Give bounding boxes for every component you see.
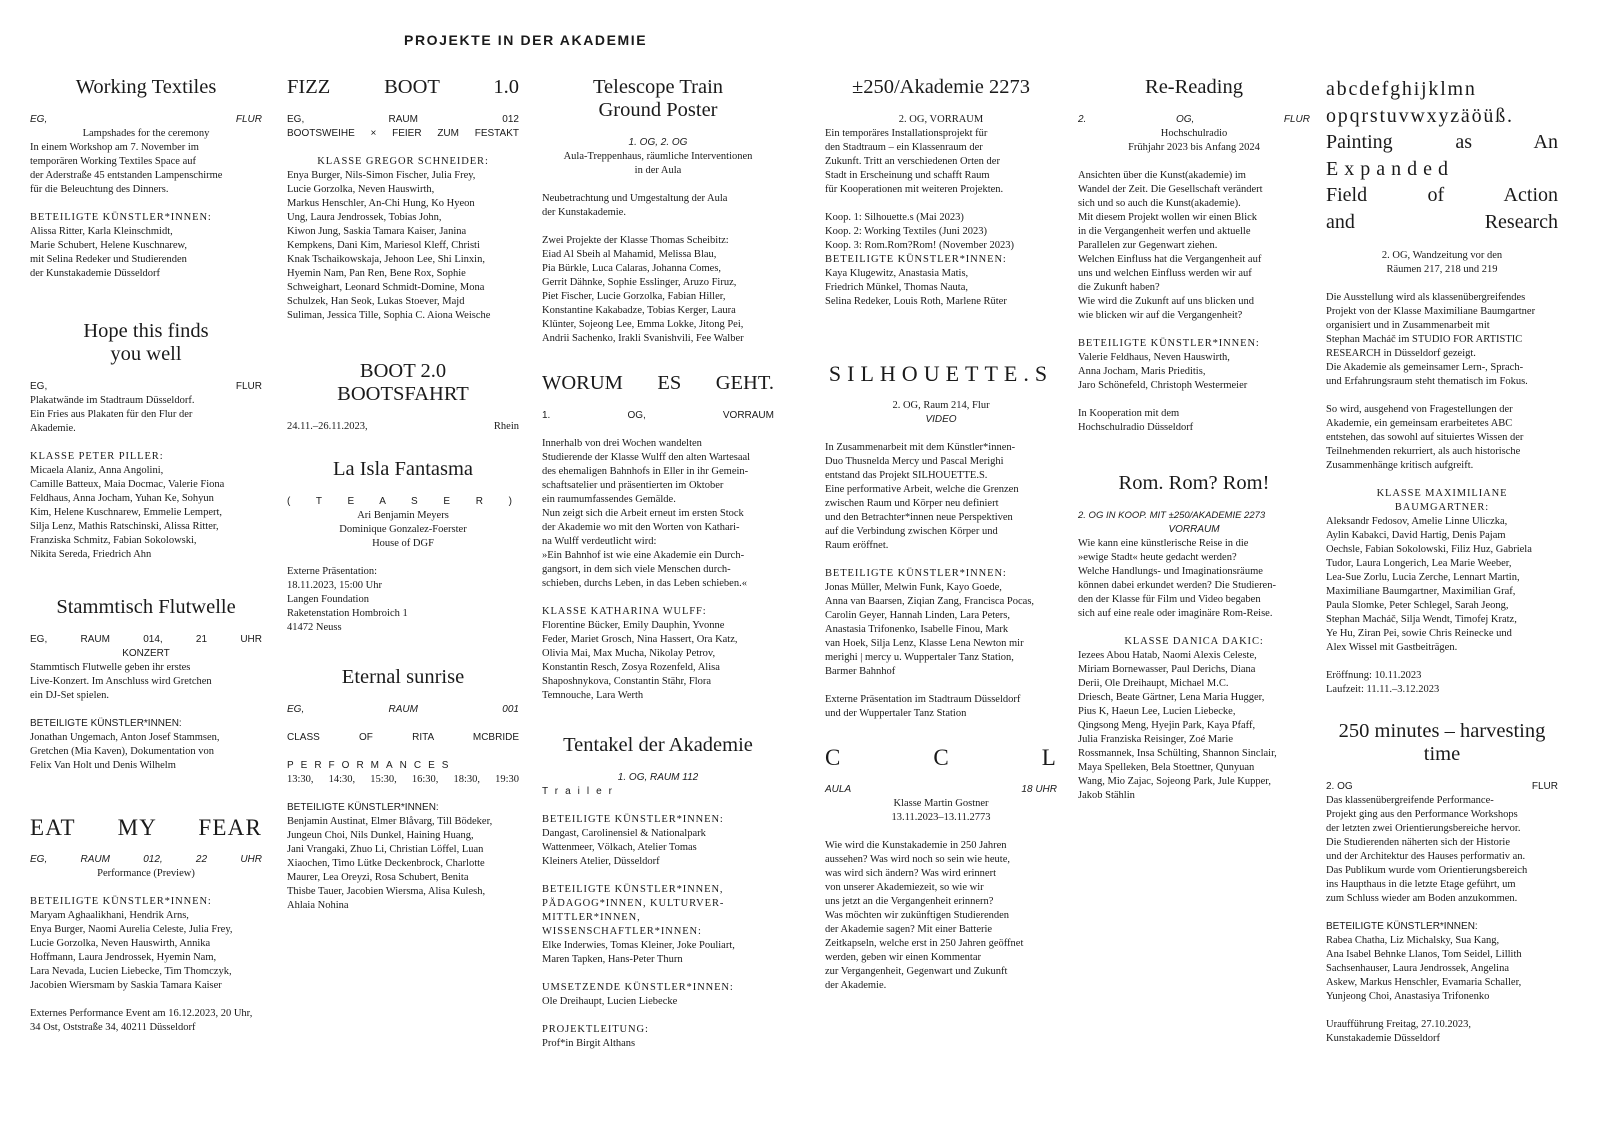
meta-room: FLUR: [1531, 781, 1558, 792]
entry-note: Externe Präsentation im Stadtraum Düsseldorf und der Wuppertaler Tanz Station: [825, 694, 1021, 719]
alphabet-line-1: abcdefghijklmn: [1326, 78, 1477, 100]
entry-subtitle: Hochschulradio Frühjahr 2023 bis Anfang 2024: [1128, 128, 1260, 153]
entry-event: BOOTSWEIHE × FEIER ZUM FESTAKT: [287, 128, 519, 139]
entry-meta: 1. OG, 2. OG: [628, 137, 688, 148]
entry-worum-es-geht: [542, 372, 774, 703]
entry-telescope-train: [542, 76, 774, 346]
entry-fizz-boot: [287, 76, 519, 323]
entry-title: EAT MY FEAR: [30, 815, 262, 840]
entry-title: C C L: [825, 745, 1057, 770]
entry-meta: ( T E A S E R ): [287, 496, 519, 507]
entry-class: CLASS OF RITA MCBRIDE: [287, 732, 519, 743]
participants-label-2: BETEILIGTE KÜNSTLER*INNEN, PÄDAGOG*INNEN, KULTURVER- MITTLER*INNEN, WISSENSCHAFTLER*INNEN:: [542, 884, 725, 937]
entry-meta: 1. OG, VORRAUM: [542, 410, 774, 421]
entry-hope-this-finds-you-well: [30, 320, 262, 562]
participants-list: Jonas Müller, Melwin Funk, Kayo Goede, Anna van Baarsen, Ziqian Zang, Francisca Pocas, Carolin Geyer, Hannah Linden, Lara Peters, Anastasia Trifonenko, Isabelle Finou, Mark van Hoek, Silja Lenz, Klasse Lena Newton mir merighi | mercy u. Wuppertaler Tanz Station, Barmer Bahnhof: [825, 582, 1035, 677]
entry-title-line-2: Expanded: [1326, 157, 1454, 180]
entry-title: Telescope Train Ground Poster: [592, 76, 724, 121]
entry-subtitle: Lampshades for the ceremony: [82, 128, 210, 139]
meta-location: AULA: [825, 784, 852, 795]
participants-list: Alissa Ritter, Karla Kleinschmidt, Marie Schubert, Helene Kuschnarew, mit Selina Redeker und Studierenden der Kunstakademie Düsseldorf: [30, 226, 188, 279]
entry-location: 2. OG, Raum 214, Flur: [892, 400, 990, 411]
entry-format: VIDEO: [925, 414, 957, 425]
entry-title: Rom. Rom? Rom!: [1118, 472, 1270, 494]
participants-list: Jonathan Ungemach, Anton Josef Stammsen, Gretchen (Mia Kaven), Dokumentation von Felix Van Holt und Denis Wilhelm: [30, 732, 220, 771]
entry-description: Externe Präsentation: 18.11.2023, 15:00 Uhr Langen Foundation Raketenstation Hombroich 1 41472 Neuss: [287, 566, 408, 633]
entry-title-line-4: and Research: [1326, 210, 1558, 233]
entry-description: Das klassenübergreifende Performance- Projekt ging aus den Performance Workshops der letzten zwei Orientierungsbereiche hervor. Die Studierenden näherten sich der Historie und der Architektur des Hauses performativ an. Das Publikum wurde vom Orientierungsbereich ins Haupthaus in die letzte Etage geführt, um zum Schluss wieder am Boden anzukommen.: [1326, 795, 1528, 904]
participants-label: BETEILIGTE KÜNSTLER*INNEN:: [542, 814, 724, 825]
entry-description: Innerhalb von drei Wochen wandelten Studierende der Klasse Wulff den alten Wartesaal des ehemaligen Bahnhofs in Eller in ihr Gemein- schaftsatelier und präsentierten im Oktober ein raumumfassendes Gemälde. Nun zeigt sich die Arbeit erneut im ersten Stock der Akademie wo mit den Worten von Kathari- na Wulff verdeutlicht wird: »Ein Bahnhof ist wie eine Akademie ein Durch- gangsort, in dem sich viele Menschen durch- schieben, durchs Leben, in das Leben schieben.«: [542, 438, 751, 589]
entry-times: 13:30, 14:30, 15:30, 16:30, 18:30, 19:30: [287, 774, 519, 785]
entry-description: Ein temporäres Installationsprojekt für den Stadtraum – ein Klassenraum der Zukunft. Tritt an verschiedenen Orten der Stadt in Erscheinung und schafft Raum für Kooperationen mit weiteren Projekten.: [825, 128, 1004, 195]
entry-note: Externes Performance Event am 16.12.2023, 20 Uhr, 34 Ost, Oststraße 34, 40211 Düsseldorf: [30, 1008, 253, 1033]
entry-title-line-3: Field of Action: [1326, 184, 1558, 206]
entry-ccl: [825, 746, 1057, 993]
participants-label: BETEILIGTE KÜNSTLER*INNEN:: [825, 254, 1007, 265]
participants-list: Benjamin Austinat, Elmer Blåvarg, Till Bödeker, Jungeun Choi, Nils Dunkel, Haining Huang, Jani Vrangaki, Zhuo Li, Christian Löffel, Luan Xiaochen, Timo Lütke Deckenbrock, Charlotte Maurer, Lea Oreyzi, Rosa Schubert, Benita Thisbe Tauer, Jacobien Wiersma, Alisa Kulesh, Ahlaia Nohina: [287, 816, 493, 911]
entry-title: BOOT 2.0 BOOTSFAHRT: [337, 360, 469, 405]
participants-label: BETEILIGTE KÜNSTLER*INNEN:: [1326, 921, 1478, 932]
entry-eat-my-fear: [30, 816, 262, 1035]
entry-room: VORRAUM: [1168, 524, 1220, 535]
entry-description: In Zusammenarbeit mit dem Künstler*innen- Duo Thusnelda Mercy und Pascal Merighi entstand das Projekt SILHOUETTE.S. Eine performative Arbeit, welche die Grenzen zwischen Raum und Körper neu definiert und den Betrachter*innen neue Perspektiven auf die Verbindung zwischen Körper und Raum eröffnet.: [825, 442, 1019, 551]
entry-title: Hope this finds you well: [83, 320, 209, 365]
entry-description: In einem Workshop am 7. November im temporären Working Textiles Space auf der Aderstraße 45 entstanden Lampenschirme für die Beleuchtung des Dinners.: [30, 142, 223, 195]
participants-list: Zwei Projekte der Klasse Thomas Scheibitz: Eiad Al Sbeih al Mahamid, Melissa Blau, Pia Bürkle, Luca Calaras, Johanna Comes, Gerrit Dähnke, Sophie Esslinger, Aruzo Firuz, Piet Fischer, Lucie Gorzolka, Fabian Hiller, Konstantine Kakabadze, Tobias Kerger, Laura Klünter, Sojeong Lee, Emma Lokke, Jitong Pei, Andrii Sachenko, Irakli Svanishvili, Fee Walber: [542, 235, 744, 344]
entry-description: Die Ausstellung wird als klassenübergreifendes Projekt von der Klasse Maximiliane Baumgartner organisiert und in Zusammenarbeit mit Stephan Macháč im STUDIO FOR ARTISTIC RESEARCH in Düsseldorf gezeigt. Die Akademie als gemeinsamer Lern-, Sprach- und Erfahrungsraum steht thematisch im Fokus.: [1326, 292, 1536, 387]
entry-note: In Kooperation mit dem Hochschulradio Düsseldorf: [1078, 408, 1194, 433]
entry-subtitle: Klasse Martin Gostner 13.11.2023–13.11.2773: [891, 798, 991, 823]
entry-title: SILHOUETTE.S: [828, 361, 1054, 386]
meta-location: EG,: [30, 381, 48, 392]
participants-list: Micaela Alaniz, Anna Angolini, Camille Batteux, Maia Docmac, Valerie Fiona Feldhaus, Anna Jocham, Yuhan Ke, Sohyun Kim, Helene Kuschnarew, Emmelie Lempert, Silja Lenz, Mathis Ratschinski, Alissa Ritter, Franziska Schmitz, Fabian Sokolowski, Nikita Sereda, Friedrich Ahn: [30, 465, 225, 560]
entry-meta: 2. OG, VORRAUM: [898, 114, 984, 125]
entry-re-reading: [1078, 76, 1310, 435]
entry-title-line-1: Painting as An: [1326, 131, 1558, 153]
entry-title: 250 minutes – harvesting time: [1338, 720, 1546, 765]
participants-label-3: UMSETZENDE KÜNSTLER*INNEN:: [542, 982, 734, 993]
entry-title: Eternal sunrise: [341, 666, 465, 688]
participants-label: KLASSE MAXIMILIANE BAUMGARTNER:: [1376, 488, 1508, 513]
meta-room: FLUR: [235, 114, 262, 125]
participants-list: Iezees Abou Hatab, Naomi Alexis Celeste, Miriam Bornewasser, Paul Derichs, Diana Derii, Ole Dreihaupt, Michael M.C. Driesch, Beate Gärtner, Lena Maria Hugger, Pius K, Haeun Lee, Lucien Liebecke, Qingsong Meng, Hyejin Park, Kaya Pfaff, Julia Franziska Reisinger, Zoé Marie Rossmannek, Insa Schülting, Shannon Sinclair, Maya Spelleken, Bela Stoettner, Qunyuan Wang, Mio Zajac, Sojeong Park, Jule Kupper, Jakob Stählin: [1078, 650, 1277, 801]
page-title: PROJEKTE IN DER AKADEMIE: [404, 32, 648, 48]
project-lead: Prof*in Birgit Althans: [542, 1038, 636, 1049]
entry-title: Re-Reading: [1145, 76, 1243, 98]
entry-250-minutes: [1326, 720, 1558, 1046]
entry-description: Plakatwände im Stadtraum Düsseldorf. Ein Fries aus Plakaten für den Flur der Akademie.: [30, 395, 195, 434]
entry-meta: EG, RAUM 001: [287, 704, 519, 715]
participants-list: Aleksandr Fedosov, Amelie Linne Uliczka, Aylin Kabakci, David Hartig, Denis Pajam Oechsle, Fabian Sokolowski, Filiz Huz, Gabriela Tudor, Laura Longerich, Lea Marie Weeber, Lea-Sue Zorlu, Lucia Zerche, Lennart Martin, Maximiliane Baumgartner, Maximilian Graf, Paula Slomke, Peter Schlegel, Sarah Jeong, Stephan Macháč, Silja Wendt, Timofej Kratz, Ye Hu, Ziran Pei, sowie Chris Reinecke und Alex Wissel mit Gastbeiträgen.: [1326, 516, 1532, 653]
entry-meta: [30, 380, 262, 394]
entry-description-2: So wird, ausgehend von Fragestellungen der Akademie, ein gemeinsam erarbeitetes ABC entstehen, das sowohl auf situiertes Wissen der Teilnehmenden rekurriert, als auch historische Zusammenhänge kritisch aufgreift.: [1326, 404, 1524, 471]
entry-title: WORUM ES GEHT.: [542, 372, 774, 394]
meta-time: 18 UHR: [1021, 784, 1057, 795]
entry-meta: 2. OG IN KOOP. MIT ±250/AKADEMIE 2273: [1078, 510, 1266, 521]
participants-label: KLASSE DANICA DAKIC:: [1124, 636, 1264, 647]
entry-format: Trailer: [542, 786, 619, 797]
entry-title: ±250/Akademie 2273: [851, 76, 1031, 98]
meta-location: 2. OG: [1326, 781, 1353, 792]
participants-list: Maryam Aghaalikhani, Hendrik Arns, Enya Burger, Naomi Aurelia Celeste, Julia Frey, Lucie Gorzolka, Neven Hauswirth, Annika Hoffmann, Laura Jendrossek, Hyemin Nam, Lara Nevada, Lucien Liebecke, Tim Thomczyk, Jacobien Wiersmam by Saskia Tamara Kaiser: [30, 910, 233, 991]
participants-list-2: Elke Inderwies, Tomas Kleiner, Joke Pouliart, Maren Tapken, Hans-Peter Thurn: [542, 940, 735, 965]
entry-description: Neubetrachtung und Umgestaltung der Aula der Kunstakademie.: [542, 193, 728, 218]
participants-label: BETEILIGTE KÜNSTLER*INNEN:: [287, 802, 439, 813]
participants-label: BETEILIGTE KÜNSTLER*INNEN:: [30, 212, 212, 223]
entry-boot-2: [287, 360, 519, 434]
entry-meta: [287, 420, 519, 434]
participants-label: KLASSE GREGOR SCHNEIDER:: [317, 156, 489, 167]
entry-eternal-sunrise: [287, 666, 519, 913]
participants-label: BETEILIGTE KÜNSTLER*INNEN:: [1078, 338, 1260, 349]
entry-tentakel: [542, 734, 774, 1051]
entry-subtitle: 2. OG, Wandzeitung vor den Räumen 217, 218 und 219: [1381, 250, 1503, 275]
entry-stammtisch-flutwelle: [30, 596, 262, 773]
participants-label: BETEILIGTE KÜNSTLER*INNEN:: [825, 568, 1007, 579]
participants-label: BETEILIGTE KÜNSTLER*INNEN:: [30, 718, 182, 729]
entry-artists: Ari Benjamin Meyers Dominique Gonzalez-Foerster House of DGF: [339, 510, 467, 549]
entry-silhouette: [825, 362, 1057, 721]
entry-meta: 2. OG, FLUR: [1078, 114, 1310, 125]
entry-description: Ansichten über die Kunst(akademie) im Wandel der Zeit. Die Gesellschaft verändert sich und so auch die Kunst(akademie). Mit diesem Projekt wollen wir einen Blick in die Vergangenheit werfen und aktuelle Parallelen zur Gegenwart ziehen. Welchen Einfluss hat die Vergangenheit auf uns und welchen Einfluss werden wir auf die Zukunft haben? Wie wird die Zukunft auf uns blicken und wie blicken wir auf die Vergangenheit?: [1078, 170, 1263, 321]
participants-list: Florentine Bücker, Emily Dauphin, Yvonne Feder, Mariet Grosch, Nina Hassert, Ora Katz, Olivia Mai, Max Mucha, Nikolay Petrov, Konstantin Resch, Zosya Rozenfeld, Alisa Shaposhnykova, Constantin Stähr, Flora Temnouche, Lara Werth: [542, 620, 738, 701]
entry-format: PERFORMANCES: [287, 760, 456, 771]
meta-location: EG,: [30, 114, 48, 125]
participants-list: Kaya Klugewitz, Anastasia Matis, Friedrich Münkel, Thomas Nauta, Selina Redeker, Louis Roth, Marlene Rüter: [825, 268, 1007, 307]
entry-subtitle: Aula-Treppenhaus, räumliche Interventionen in der Aula: [563, 151, 753, 176]
participants-list-3: Ole Dreihaupt, Lucien Liebecke: [542, 996, 678, 1007]
participants-list: Rabea Chatha, Liz Michalsky, Sua Kang, Ana Isabel Behnke Llanos, Tom Seidel, Lillith Sachsenhauser, Laura Jendrossek, Angelina Askew, Markus Henschler, Evamaria Schaller, Yunjeong Choi, Anastasiya Trifonenko: [1326, 935, 1522, 1002]
meta-place: Rhein: [493, 421, 519, 432]
alphabet-line-2: opqrstuvwxyzäöüß.: [1326, 104, 1514, 127]
entry-cooperations: Koop. 1: Silhouette.s (Mai 2023) Koop. 2: Working Textiles (Juni 2023) Koop. 3: Rom.Rom?Rom! (November 2023): [825, 212, 1014, 251]
participants-label: BETEILIGTE KÜNSTLER*INNEN:: [30, 896, 212, 907]
entry-meta: [825, 783, 1057, 797]
entry-painting-expanded-field: [1326, 76, 1558, 697]
entry-meta: [1326, 780, 1558, 794]
project-lead-label: PROJEKTLEITUNG:: [542, 1024, 649, 1035]
entry-title: La Isla Fantasma: [332, 458, 474, 480]
entry-meta: EG, RAUM 014, 21 UHR: [30, 634, 262, 645]
entry-format: KONZERT: [122, 648, 170, 659]
entry-title: Stammtisch Flutwelle: [56, 596, 236, 618]
participants-list: Enya Burger, Nils-Simon Fischer, Julia Frey, Lucie Gorzolka, Neven Hauswirth, Markus Henschler, An-Chi Hung, Ko Hyeon Ung, Laura Jendrossek, Tobias John, Kiwon Jung, Saskia Tamara Kaiser, Janina Kempkens, Dani Kim, Mariesol Kleff, Christi Knak Tschaikowskaja, Jehoon Lee, Shi Linxin, Hyemin Nam, Pan Ren, Bene Rox, Sophie Schweighart, Leonard Schmidt-Domine, Mona Schulzek, Han Seok, Lukas Stoever, Majd Suliman, Jessica Tille, Sophia C. Aiona Weische: [287, 170, 491, 321]
entry-description: Stammtisch Flutwelle geben ihr erstes Live-Konzert. Im Anschluss wird Gretchen ein DJ-Set spielen.: [30, 662, 212, 701]
entry-title: Tentakel der Akademie: [563, 734, 753, 756]
entry-description: Wie wird die Kunstakademie in 250 Jahren aussehen? Was wird noch so sein wie heute, was wird sich ändern? Was wird erinnert von unserer Akademiezeit, so wie wir uns jetzt an die Vergangenheit erinnern? Was möchten wir zukünftigen Studierenden der Akademie sagen? Mit einer Batterie Zeitkapseln, welche erst in 250 Jahren geöffnet werden, geben wir einen Kommentar zur Vergangenheit, Gegenwart und Zukunft der Akademie.: [825, 840, 1024, 991]
entry-description: Wie kann eine künstlerische Reise in die »ewige Stadt« heute gedacht werden? Welche Handlungs- und Imaginationsräume können dabei erkundet werden? Die Studieren- den der Klasse für Film und Video begaben sich auf eine reale oder imaginäre Rom-Reise.: [1078, 538, 1276, 619]
entry-meta: EG, RAUM 012, 22 UHR: [30, 854, 262, 865]
entry-note: Uraufführung Freitag, 27.10.2023, Kunstakademie Düsseldorf: [1326, 1019, 1472, 1044]
entry-title: FIZZ BOOT 1.0: [287, 76, 519, 98]
entry-working-textiles: [30, 76, 262, 281]
participants-list: Dangast, Carolinensiel & Nationalpark Wattenmeer, Völkach, Atelier Tomas Kleiners Atelier, Düsseldorf: [542, 828, 706, 867]
entry-rom-rom-rom: [1078, 472, 1310, 803]
entry-subtitle: Performance (Preview): [97, 868, 195, 879]
entry-akademie-2273: [825, 76, 1057, 309]
entry-la-isla-fantasma: [287, 458, 519, 635]
entry-dates: Eröffnung: 10.11.2023 Laufzeit: 11.11.–3.12.2023: [1326, 670, 1440, 695]
participants-label: KLASSE PETER PILLER:: [30, 451, 164, 462]
entry-title: Working Textiles: [75, 76, 217, 98]
participants-label: KLASSE KATHARINA WULFF:: [542, 606, 707, 617]
entry-meta: 1. OG, RAUM 112: [617, 772, 699, 783]
entry-meta: [30, 113, 262, 127]
meta-dates: 24.11.–26.11.2023,: [287, 421, 368, 432]
participants-list: Valerie Feldhaus, Neven Hauswirth, Anna Jocham, Maris Prieditis, Jaro Schönefeld, Christoph Westermeier: [1078, 352, 1248, 391]
meta-room: FLUR: [235, 381, 262, 392]
entry-meta: EG, RAUM 012: [287, 114, 519, 125]
